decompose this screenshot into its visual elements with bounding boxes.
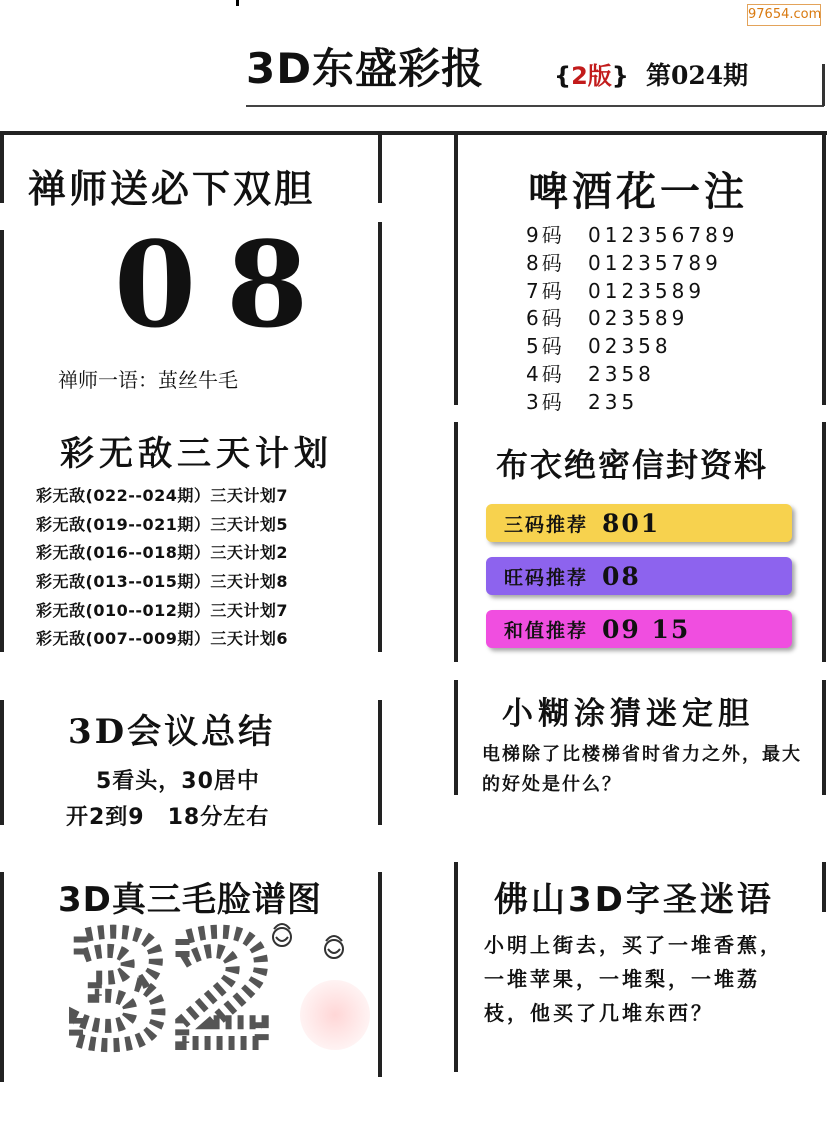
code-row [526, 278, 739, 306]
plan-row: 彩无敌(019--021期）三天计划5 [36, 514, 289, 534]
code-label: 4码 [526, 361, 565, 386]
plan-row: 彩无敌(016--018期）三天计划2 [36, 543, 289, 563]
confused-riddle: 电梯除了比楼梯省时省力之外，最大的好处是什么？ [482, 744, 802, 795]
right-border-1 [822, 135, 826, 405]
code-value: 2358 [588, 361, 655, 386]
edition-brace-open: { [554, 62, 572, 90]
decorative-blur [300, 980, 370, 1050]
face-heading: 3D真三毛脸谱图 [58, 880, 322, 920]
plan-row: 彩无敌(010--012期）三天计划7 [36, 600, 289, 620]
paper-title: 3D东盛彩报 [246, 44, 485, 93]
right-border-2 [822, 422, 826, 662]
foshan-heading: 佛山3D字圣迷语 [494, 880, 774, 920]
envelope-label: 和值推荐 [504, 619, 589, 642]
face-digits: 32 [66, 915, 275, 1055]
envelope-label: 旺码推荐 [504, 566, 589, 589]
code-row [526, 361, 739, 389]
envelope-value: 801 [602, 508, 661, 538]
code-row [526, 250, 739, 278]
code-row [526, 333, 739, 361]
beer-heading: 啤酒花一注 [528, 169, 748, 215]
site-watermark: 97654.com [747, 4, 821, 26]
envelope-item-1 [486, 557, 792, 595]
plan-row: 彩无敌(013--015期）三天计划8 [36, 572, 289, 592]
right-col-left-4 [454, 862, 458, 1072]
confused-heading: 小糊涂猜迷定胆 [502, 696, 754, 732]
plan-row: 彩无敌(007--009期）三天计划6 [36, 629, 289, 649]
code-label: 9码 [526, 223, 565, 247]
code-label: 5码 [526, 334, 565, 359]
edition-label: 2版 [571, 62, 612, 90]
meeting-line-1: 5看头，30居中 [96, 769, 260, 794]
code-value: 02358 [588, 334, 672, 359]
title-rule-right [822, 64, 825, 106]
corner-tick [236, 0, 239, 6]
right-border-4 [822, 862, 826, 912]
right-col-left-3 [454, 680, 458, 795]
foshan-riddle: 小明上街去，买了一堆香蕉，一堆苹果，一堆梨，一堆荔枝，他买了几堆东西？ [484, 933, 783, 1025]
envelope-item-2 [486, 610, 792, 648]
title-underline [246, 105, 824, 107]
left-col-right-4 [378, 872, 382, 1077]
flower-icon [273, 924, 291, 946]
envelope-item-0 [486, 504, 792, 542]
envelope-heading: 布衣绝密信封资料 [496, 446, 769, 484]
envelope-value: 09 15 [602, 614, 691, 644]
right-col-left-2 [454, 422, 458, 662]
left-col-right-3 [378, 700, 382, 825]
code-value: 0123589 [588, 278, 706, 303]
dan-numbers: 08 [114, 215, 339, 354]
left-border-4 [0, 872, 4, 1082]
envelope-value: 08 [602, 561, 641, 591]
top-divider [0, 131, 827, 135]
dan-saying: 禅师一语：茧丝牛毛 [58, 368, 238, 392]
left-col-right-1 [378, 135, 382, 203]
edition-brace-close: } [611, 62, 629, 90]
code-value: 01235789 [588, 250, 722, 275]
envelope-label: 三码推荐 [504, 513, 589, 536]
code-label: 8码 [526, 250, 565, 275]
plan-heading: 彩无敌三天计划 [60, 434, 333, 474]
code-value: 235 [588, 389, 639, 414]
code-label: 7码 [526, 278, 565, 303]
plan-row: 彩无敌(022--024期）三天计划7 [36, 486, 289, 505]
meeting-line-2: 开2到9 18分左右 [66, 805, 270, 830]
left-col-right-2 [378, 222, 382, 652]
beer-code-list [526, 222, 739, 417]
code-label: 3码 [526, 389, 565, 414]
left-border-3 [0, 700, 4, 825]
flower-icon [325, 936, 343, 958]
code-row [526, 305, 739, 333]
code-row [526, 222, 739, 250]
code-row [526, 389, 739, 417]
left-border-1 [0, 131, 4, 203]
code-value: 012356789 [588, 223, 739, 247]
right-col-left-1 [454, 135, 458, 405]
plan-list [36, 482, 288, 654]
edition-badge [554, 56, 629, 91]
left-border-2 [0, 230, 4, 652]
right-border-3 [822, 680, 826, 795]
code-value: 023589 [588, 306, 689, 331]
dan-heading: 禅师送必下双胆 [28, 167, 316, 211]
meeting-heading: 3D会议总结 [68, 712, 276, 752]
code-label: 6码 [526, 306, 565, 331]
issue-number: 第024期 [646, 61, 749, 90]
